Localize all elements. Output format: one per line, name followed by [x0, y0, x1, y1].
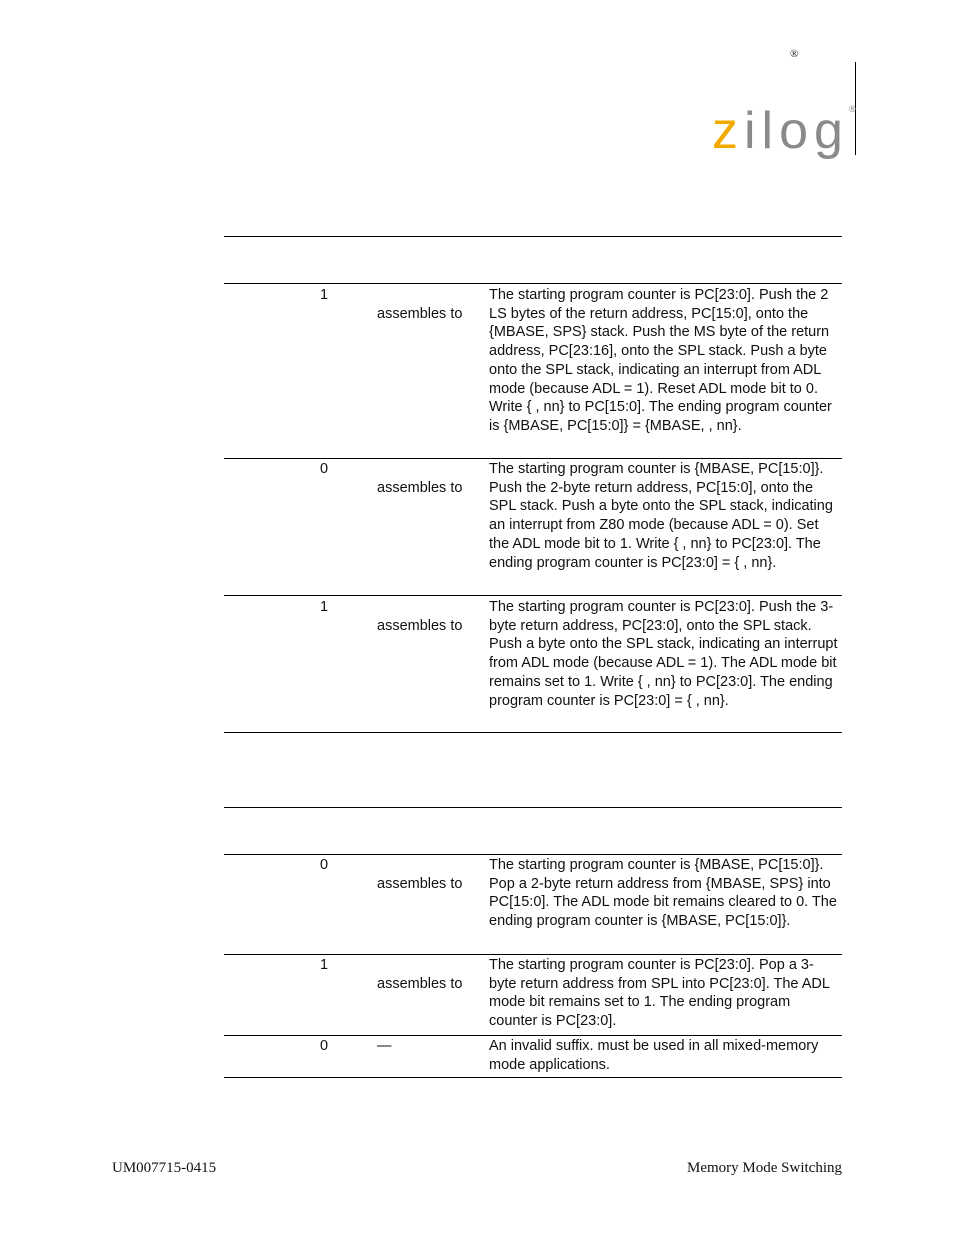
operation-description: The starting program counter is {MBASE, PC[15:0]}. Pop a 2-byte return address from {MBASE, SPS} into PC[15:0]. The ADL mode bit remains cleared to 0. The ending program counter is {MBASE, PC[15:0]}. [489, 857, 837, 930]
row-divider [224, 954, 842, 955]
row-divider [224, 458, 842, 459]
adl-value: 1 [320, 599, 329, 615]
adl-value: 0 [320, 857, 329, 873]
adl-value: 1 [320, 287, 329, 303]
operation-description: The starting program counter is PC[23:0]. Push the 2 LS bytes of the return address, PC[15:0], onto the {MBASE, SPS} stack. Push the MS byte of the return address, PC[23:16], onto the SPL stack. Push a byte onto the SPL stack, indicating an interrupt from ADL mode (because ADL = 1). Reset ADL mode bit to 0. Write { , nn} to PC[15:0]. The ending program counter is {MBASE, PC[15:0]} = {MBASE, , nn}. [489, 287, 832, 434]
assembles-label: assembles to [377, 479, 463, 496]
logo-text: ilog [744, 102, 849, 160]
table2-bottom-rule [224, 1077, 842, 1078]
adl-value: 1 [320, 957, 329, 973]
operation-description: The starting program counter is PC[23:0]. Pop a 3-byte return address from SPL into PC[23:0]. The ADL mode bit remains set to 1. The ending program counter is PC[23:0]. [489, 957, 830, 1030]
assembles-label: assembles to [377, 617, 463, 634]
assembles-label: assembles to [377, 305, 463, 322]
row-divider [224, 595, 842, 596]
assembles-label: assembles to [377, 975, 463, 992]
adl-value: 0 [320, 461, 329, 477]
operation-description: An invalid suffix. must be used in all mixed-memory mode applications. [489, 1038, 819, 1073]
footer-section-title: Memory Mode Switching [687, 1160, 842, 1176]
operation-description: The starting program counter is PC[23:0]. Push the 3-byte return address, PC[23:0], onto the SPL stack. Push a byte onto the SPL stack, indicating an interrupt from ADL mode (because ADL = 1). The ADL mode bit remains set to 1. Write { , nn} to PC[23:0]. The ending program counter is PC[23:0] = { , nn}. [489, 599, 838, 709]
table2-header-rule [224, 854, 842, 855]
table1-bottom-rule [224, 732, 842, 733]
footer-document-id: UM007715-0415 [112, 1160, 217, 1176]
operation-description: The starting program counter is {MBASE, PC[15:0]}. Push the 2-byte return address, PC[15:0], onto the SPL stack. Push a byte onto the SPL stack, indicating an interrupt from Z80 mode (because ADL = 0). Set the ADL mode bit to 1. Write { , nn} to PC[23:0]. The ending program counter is PC[23:0] = { , nn}. [489, 461, 833, 571]
assembles-label: — [377, 1038, 392, 1054]
logo-z: z [712, 102, 744, 160]
adl-value: 0 [320, 1038, 329, 1054]
assembles-label: assembles to [377, 875, 463, 892]
table1-header-rule [224, 283, 842, 284]
table2-top-rule [224, 807, 842, 808]
zilog-logo [712, 102, 856, 160]
row-divider [224, 1035, 842, 1036]
logo-trademark: ® [848, 104, 856, 114]
registered-mark: ® [790, 48, 799, 60]
table1-top-rule [224, 236, 842, 237]
